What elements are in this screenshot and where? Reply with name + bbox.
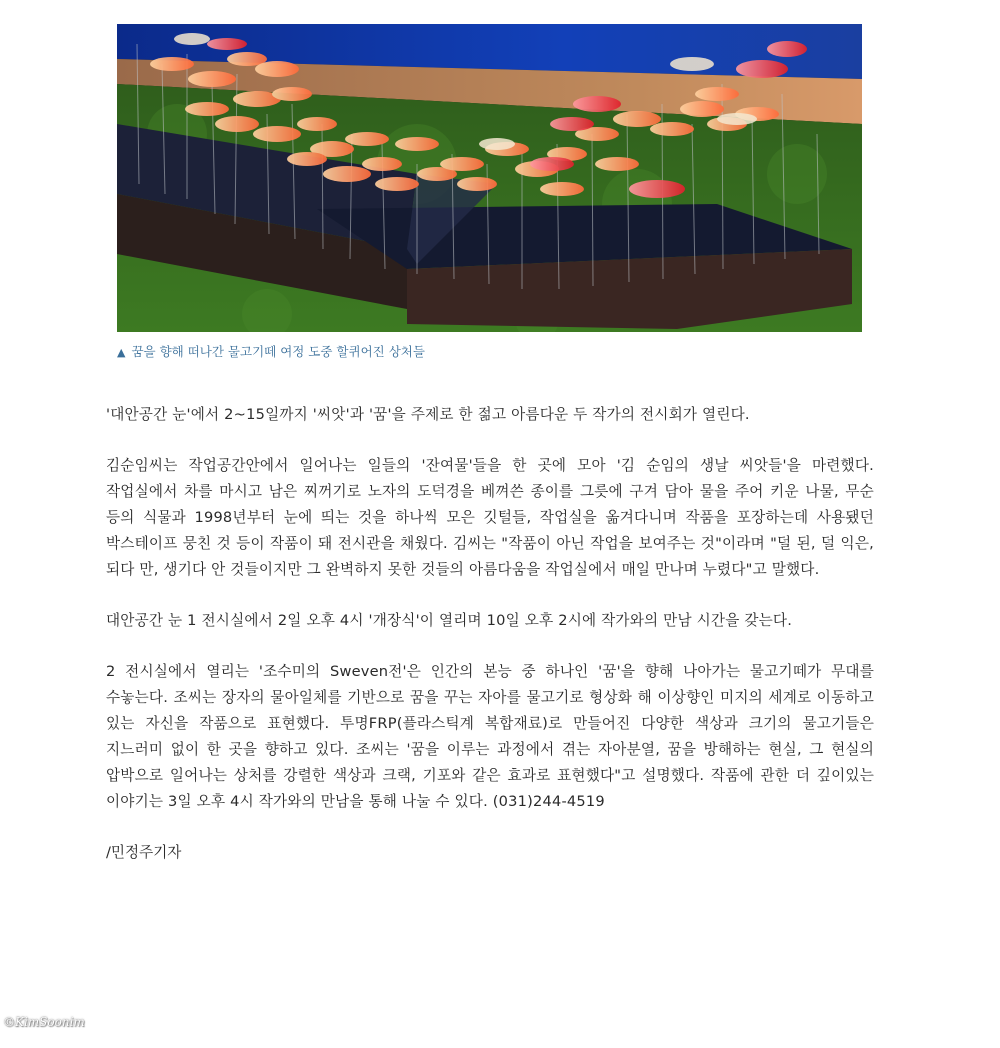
paragraph-1: '대안공간 눈'에서 2~15일까지 '씨앗'과 '꿈'을 주제로 한 젊고 아름다운 두 작가의 전시회가 열린다. [106, 406, 750, 423]
exhibition-photo [117, 24, 862, 332]
photo-caption [117, 342, 862, 360]
paragraph-3: 대안공간 눈 1 전시실에서 2일 오후 4시 '개장식'이 열리며 10일 오후 2시에 작가와의 만남 시간을 갖는다. [106, 612, 793, 629]
reporter-byline: /민정주기자 [106, 844, 182, 861]
copyright-watermark: ©KimSoonim [3, 1015, 85, 1029]
paragraph-4: 2 전시실에서 열리는 '조수미의 Sweven전'은 인간의 본능 중 하나인 '꿈'을 향해 나아가는 물고기떼가 무대를 수놓는다. 조씨는 장자의 물아일체를 기반으로 꿈을 꾸는 자아를 물고기로 형상화 해 이상향인 미지의 세계로 이동하고 있는 자신을 작품으로 표현했다. 투명FRP(플라스틱계 복합재료)로 만들어진 다양한 색상과 크기의 물고기들은 지느러미 없이 한 곳을 향하고 있다. 조씨는 '꿈을 이루는 과정에서 겪는 자아분열, 꿈을 방해하는 현실, 그 현실의 압박으로 일어나는 상처를 강렬한 색상과 크랙, 기포와 같은 효과로 표현했다"고 설명했다. 작품에 관한 더 깊이있는 이야기는 3일 오후 4시 작가와의 만남을 통해 나눌 수 있다. (031)244-4519 [106, 663, 874, 810]
article-body [106, 402, 874, 866]
paragraph-2: 김순임씨는 작업공간안에서 일어나는 일들의 '잔여물'들을 한 곳에 모아 '김 순임의 생날 씨앗들'을 마련했다. 작업실에서 차를 마시고 남은 찌꺼기로 노자의 도덕경을 베껴쓴 종이를 그릇에 구겨 담아 물을 주어 키운 나물, 무순 등의 식물과 1998년부터 눈에 띄는 것을 하나씩 모은 깃털들, 작업실을 옮겨다니며 작품을 포장하는데 사용됐던 박스테이프 뭉친 것 등이 작품이 돼 전시관을 채웠다. 김씨는 "작품이 아닌 작업을 보여주는 것"이라며 "덜 된, 덜 익은, 되다 만, 생기다 안 것들이지만 그 완벽하지 못한 것들의 아름다움을 작업실에서 매일 만나며 누렸다"고 말했다. [106, 457, 874, 578]
caption-triangle-icon: ▲ [117, 346, 126, 359]
caption-text: 꿈을 향해 떠나간 물고기떼 여정 도중 할퀴어진 상처들 [131, 344, 425, 359]
